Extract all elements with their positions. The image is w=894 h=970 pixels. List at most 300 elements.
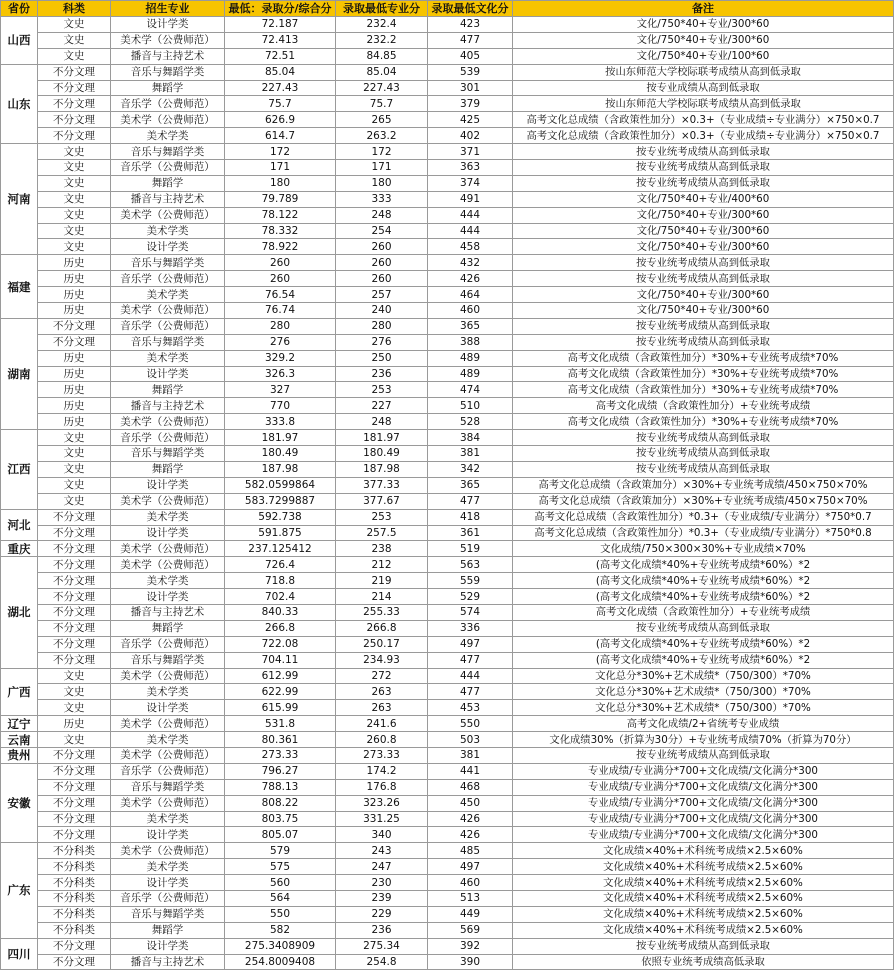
min-score-cell: 76.54: [225, 287, 336, 303]
subject-cell: 文史: [38, 191, 111, 207]
min-culture-score-cell: 426: [428, 827, 513, 843]
table-row: [1, 509, 894, 525]
min-score-cell: 805.07: [225, 827, 336, 843]
major-cell: 舞蹈学: [111, 382, 225, 398]
subject-cell: 不分文理: [38, 636, 111, 652]
major-cell: 音乐与舞蹈学类: [111, 652, 225, 668]
subject-cell: 不分科类: [38, 843, 111, 859]
note-cell: 按专业统考成绩从高到低录取: [513, 430, 894, 446]
note-cell: 专业成绩/专业满分*700+文化成绩/文化满分*300: [513, 811, 894, 827]
major-cell: 音乐学（公费师范）: [111, 890, 225, 906]
min-culture-score-cell: 444: [428, 223, 513, 239]
min-culture-score-cell: 371: [428, 144, 513, 160]
note-cell: 文化成绩30%（折算为30分）+专业统考成绩70%（折算为70分）: [513, 732, 894, 748]
note-cell: (高考文化成绩*40%+专业统考成绩*60%）*2: [513, 652, 894, 668]
min-culture-score-cell: 444: [428, 668, 513, 684]
min-score-cell: 237.125412: [225, 541, 336, 557]
major-cell: 美术学（公费师范）: [111, 493, 225, 509]
table-row: [1, 191, 894, 207]
min-culture-score-cell: 381: [428, 446, 513, 462]
min-score-cell: 579: [225, 843, 336, 859]
note-cell: 文化/750*40+专业/300*60: [513, 207, 894, 223]
min-major-score-cell: 236: [336, 366, 428, 382]
min-culture-score-cell: 563: [428, 557, 513, 573]
min-score-cell: 329.2: [225, 350, 336, 366]
table-row: [1, 446, 894, 462]
major-cell: 音乐与舞蹈学类: [111, 64, 225, 80]
note-cell: 高考文化总成绩（含政策加分）×30%+专业统考成绩/450×750×70%: [513, 477, 894, 493]
subject-cell: 不分科类: [38, 906, 111, 922]
table-row: [1, 17, 894, 33]
min-score-cell: 280: [225, 318, 336, 334]
subject-cell: 不分文理: [38, 557, 111, 573]
table-row: [1, 318, 894, 334]
min-culture-score-cell: 489: [428, 366, 513, 382]
min-major-score-cell: 263: [336, 700, 428, 716]
min-major-score-cell: 248: [336, 414, 428, 430]
min-culture-score-cell: 379: [428, 96, 513, 112]
min-score-cell: 614.7: [225, 128, 336, 144]
note-cell: 按专业统考成绩从高到低录取: [513, 255, 894, 271]
major-cell: 音乐学（公费师范）: [111, 318, 225, 334]
min-major-score-cell: 260: [336, 239, 428, 255]
major-cell: 美术学类: [111, 509, 225, 525]
table-row: [1, 223, 894, 239]
table-row: [1, 414, 894, 430]
min-score-cell: 275.3408909: [225, 938, 336, 954]
min-major-score-cell: 180.49: [336, 446, 428, 462]
min-score-cell: 171: [225, 160, 336, 176]
min-major-score-cell: 253: [336, 509, 428, 525]
major-cell: 设计学类: [111, 700, 225, 716]
major-cell: 舞蹈学: [111, 922, 225, 938]
min-score-cell: 702.4: [225, 589, 336, 605]
major-cell: 美术学类: [111, 350, 225, 366]
subject-cell: 文史: [38, 48, 111, 64]
min-score-cell: 333.8: [225, 414, 336, 430]
table-row: [1, 954, 894, 970]
min-major-score-cell: 238: [336, 541, 428, 557]
min-score-cell: 583.7299887: [225, 493, 336, 509]
subject-cell: 文史: [38, 732, 111, 748]
major-cell: 音乐学（公费师范）: [111, 271, 225, 287]
note-cell: 高考文化总成绩（含政策加分）×30%+专业统考成绩/450×750×70%: [513, 493, 894, 509]
province-cell: 湖南: [1, 318, 38, 429]
note-cell: 按专业统考成绩从高到低录取: [513, 446, 894, 462]
note-cell: (高考文化成绩*40%+专业统考成绩*60%）*2: [513, 636, 894, 652]
header-row: [1, 1, 894, 17]
note-cell: 按专业成绩从高到低录取: [513, 80, 894, 96]
major-cell: 设计学类: [111, 17, 225, 33]
min-score-cell: 180: [225, 175, 336, 191]
subject-cell: 文史: [38, 684, 111, 700]
min-major-score-cell: 331.25: [336, 811, 428, 827]
major-cell: 美术学（公费师范）: [111, 716, 225, 732]
table-row: [1, 80, 894, 96]
min-culture-score-cell: 519: [428, 541, 513, 557]
min-score-cell: 172: [225, 144, 336, 160]
min-culture-score-cell: 539: [428, 64, 513, 80]
subject-cell: 不分文理: [38, 779, 111, 795]
min-culture-score-cell: 425: [428, 112, 513, 128]
min-major-score-cell: 180: [336, 175, 428, 191]
note-cell: 高考文化总成绩（含政策性加分）×0.3+（专业成绩÷专业满分）×750×0.7: [513, 128, 894, 144]
min-major-score-cell: 323.26: [336, 795, 428, 811]
min-score-cell: 78.332: [225, 223, 336, 239]
subject-cell: 文史: [38, 32, 111, 48]
major-cell: 舞蹈学: [111, 80, 225, 96]
min-major-score-cell: 236: [336, 922, 428, 938]
min-score-cell: 626.9: [225, 112, 336, 128]
min-score-cell: 796.27: [225, 763, 336, 779]
table-row: [1, 779, 894, 795]
min-culture-score-cell: 418: [428, 509, 513, 525]
province-cell: 河北: [1, 509, 38, 541]
min-major-score-cell: 255.33: [336, 604, 428, 620]
min-culture-score-cell: 363: [428, 160, 513, 176]
table-row: [1, 827, 894, 843]
subject-cell: 文史: [38, 493, 111, 509]
major-cell: 美术学（公费师范）: [111, 795, 225, 811]
min-score-cell: 327: [225, 382, 336, 398]
subject-cell: 不分文理: [38, 747, 111, 763]
min-major-score-cell: 280: [336, 318, 428, 334]
subject-cell: 不分文理: [38, 795, 111, 811]
column-header: 科类: [38, 1, 111, 17]
note-cell: 文化成绩×40%+术科统考成绩×2.5×60%: [513, 859, 894, 875]
subject-cell: 不分文理: [38, 827, 111, 843]
note-cell: 专业成绩/专业满分*700+文化成绩/文化满分*300: [513, 827, 894, 843]
min-major-score-cell: 248: [336, 207, 428, 223]
table-row: [1, 303, 894, 319]
major-cell: 美术学类: [111, 732, 225, 748]
table-row: [1, 525, 894, 541]
table-row: [1, 557, 894, 573]
subject-cell: 不分文理: [38, 541, 111, 557]
table-row: [1, 366, 894, 382]
major-cell: 播音与主持艺术: [111, 191, 225, 207]
subject-cell: 文史: [38, 430, 111, 446]
table-row: [1, 493, 894, 509]
major-cell: 设计学类: [111, 827, 225, 843]
min-score-cell: 76.74: [225, 303, 336, 319]
min-major-score-cell: 241.6: [336, 716, 428, 732]
min-score-cell: 582: [225, 922, 336, 938]
min-culture-score-cell: 464: [428, 287, 513, 303]
table-row: [1, 255, 894, 271]
note-cell: 文化总分*30%+艺术成绩*（750/300）*70%: [513, 700, 894, 716]
min-culture-score-cell: 569: [428, 922, 513, 938]
province-cell: 贵州: [1, 747, 38, 763]
min-major-score-cell: 232.4: [336, 17, 428, 33]
min-culture-score-cell: 460: [428, 875, 513, 891]
note-cell: 文化成绩×40%+术科统考成绩×2.5×60%: [513, 890, 894, 906]
min-culture-score-cell: 342: [428, 461, 513, 477]
note-cell: 文化总分*30%+艺术成绩*（750/300）*70%: [513, 684, 894, 700]
min-major-score-cell: 273.33: [336, 747, 428, 763]
min-major-score-cell: 377.33: [336, 477, 428, 493]
table-row: [1, 700, 894, 716]
major-cell: 设计学类: [111, 875, 225, 891]
min-major-score-cell: 260.8: [336, 732, 428, 748]
note-cell: 按山东师范大学校际联考成绩从高到低录取: [513, 96, 894, 112]
table-row: [1, 906, 894, 922]
min-score-cell: 615.99: [225, 700, 336, 716]
table-row: [1, 684, 894, 700]
min-score-cell: 622.99: [225, 684, 336, 700]
min-score-cell: 266.8: [225, 620, 336, 636]
table-row: [1, 573, 894, 589]
min-culture-score-cell: 392: [428, 938, 513, 954]
min-major-score-cell: 219: [336, 573, 428, 589]
column-header: 录取最低文化分: [428, 1, 513, 17]
min-score-cell: 187.98: [225, 461, 336, 477]
min-score-cell: 254.8009408: [225, 954, 336, 970]
table-row: [1, 239, 894, 255]
column-header: 录取最低专业分: [336, 1, 428, 17]
min-score-cell: 75.7: [225, 96, 336, 112]
min-score-cell: 80.361: [225, 732, 336, 748]
subject-cell: 不分科类: [38, 859, 111, 875]
major-cell: 美术学（公费师范）: [111, 668, 225, 684]
table-row: [1, 334, 894, 350]
major-cell: 美术学类: [111, 684, 225, 700]
subject-cell: 历史: [38, 350, 111, 366]
min-major-score-cell: 250: [336, 350, 428, 366]
note-cell: 高考文化成绩（含政策性加分）*30%+专业统考成绩*70%: [513, 350, 894, 366]
province-cell: 广西: [1, 668, 38, 716]
major-cell: 音乐与舞蹈学类: [111, 446, 225, 462]
note-cell: 文化成绩×40%+术科统考成绩×2.5×60%: [513, 843, 894, 859]
min-major-score-cell: 172: [336, 144, 428, 160]
table-body: [1, 17, 894, 970]
note-cell: 文化/750*40+专业/300*60: [513, 287, 894, 303]
min-culture-score-cell: 390: [428, 954, 513, 970]
note-cell: 文化/750*40+专业/300*60: [513, 303, 894, 319]
subject-cell: 文史: [38, 144, 111, 160]
min-culture-score-cell: 388: [428, 334, 513, 350]
min-culture-score-cell: 301: [428, 80, 513, 96]
major-cell: 播音与主持艺术: [111, 954, 225, 970]
min-score-cell: 79.789: [225, 191, 336, 207]
province-cell: 江西: [1, 430, 38, 509]
province-cell: 福建: [1, 255, 38, 319]
subject-cell: 不分文理: [38, 938, 111, 954]
min-score-cell: 770: [225, 398, 336, 414]
subject-cell: 不分文理: [38, 509, 111, 525]
min-score-cell: 803.75: [225, 811, 336, 827]
major-cell: 音乐与舞蹈学类: [111, 906, 225, 922]
min-score-cell: 531.8: [225, 716, 336, 732]
table-row: [1, 207, 894, 223]
min-score-cell: 78.922: [225, 239, 336, 255]
min-culture-score-cell: 458: [428, 239, 513, 255]
subject-cell: 不分文理: [38, 318, 111, 334]
major-cell: 音乐与舞蹈学类: [111, 144, 225, 160]
table-row: [1, 875, 894, 891]
province-cell: 山东: [1, 64, 38, 143]
table-row: [1, 461, 894, 477]
subject-cell: 不分文理: [38, 573, 111, 589]
min-score-cell: 260: [225, 255, 336, 271]
note-cell: 按专业统考成绩从高到低录取: [513, 461, 894, 477]
note-cell: 按专业统考成绩从高到低录取: [513, 271, 894, 287]
major-cell: 音乐与舞蹈学类: [111, 779, 225, 795]
note-cell: 高考文化总成绩（含政策性加分）×0.3+（专业成绩÷专业满分）×750×0.7: [513, 112, 894, 128]
min-major-score-cell: 181.97: [336, 430, 428, 446]
min-culture-score-cell: 477: [428, 493, 513, 509]
subject-cell: 不分文理: [38, 763, 111, 779]
min-culture-score-cell: 510: [428, 398, 513, 414]
major-cell: 美术学（公费师范）: [111, 747, 225, 763]
min-major-score-cell: 333: [336, 191, 428, 207]
table-row: [1, 175, 894, 191]
table-row: [1, 620, 894, 636]
column-header: 省份: [1, 1, 38, 17]
min-score-cell: 85.04: [225, 64, 336, 80]
min-score-cell: 560: [225, 875, 336, 891]
min-culture-score-cell: 497: [428, 859, 513, 875]
min-culture-score-cell: 468: [428, 779, 513, 795]
min-score-cell: 718.8: [225, 573, 336, 589]
subject-cell: 文史: [38, 223, 111, 239]
min-culture-score-cell: 384: [428, 430, 513, 446]
min-culture-score-cell: 529: [428, 589, 513, 605]
min-culture-score-cell: 450: [428, 795, 513, 811]
table-row: [1, 843, 894, 859]
subject-cell: 不分文理: [38, 589, 111, 605]
min-major-score-cell: 275.34: [336, 938, 428, 954]
subject-cell: 历史: [38, 271, 111, 287]
subject-cell: 文史: [38, 446, 111, 462]
note-cell: 高考文化成绩（含政策性加分）+专业统考成绩: [513, 398, 894, 414]
min-score-cell: 582.0599864: [225, 477, 336, 493]
table-row: [1, 382, 894, 398]
min-major-score-cell: 276: [336, 334, 428, 350]
min-culture-score-cell: 485: [428, 843, 513, 859]
major-cell: 设计学类: [111, 366, 225, 382]
note-cell: 专业成绩/专业满分*700+文化成绩/文化满分*300: [513, 763, 894, 779]
major-cell: 美术学（公费师范）: [111, 32, 225, 48]
major-cell: 设计学类: [111, 477, 225, 493]
note-cell: (高考文化成绩*40%+专业统考成绩*60%）*2: [513, 573, 894, 589]
subject-cell: 不分科类: [38, 922, 111, 938]
min-major-score-cell: 240: [336, 303, 428, 319]
table-row: [1, 763, 894, 779]
min-culture-score-cell: 477: [428, 32, 513, 48]
min-major-score-cell: 257.5: [336, 525, 428, 541]
min-major-score-cell: 212: [336, 557, 428, 573]
min-score-cell: 550: [225, 906, 336, 922]
min-culture-score-cell: 453: [428, 700, 513, 716]
min-major-score-cell: 227: [336, 398, 428, 414]
major-cell: 美术学（公费师范）: [111, 414, 225, 430]
subject-cell: 不分文理: [38, 112, 111, 128]
table-row: [1, 636, 894, 652]
major-cell: 美术学类: [111, 223, 225, 239]
min-major-score-cell: 227.43: [336, 80, 428, 96]
table-row: [1, 747, 894, 763]
subject-cell: 历史: [38, 255, 111, 271]
table-row: [1, 398, 894, 414]
min-culture-score-cell: 365: [428, 318, 513, 334]
table-row: [1, 541, 894, 557]
min-culture-score-cell: 426: [428, 271, 513, 287]
subject-cell: 文史: [38, 175, 111, 191]
min-culture-score-cell: 361: [428, 525, 513, 541]
min-major-score-cell: 266.8: [336, 620, 428, 636]
note-cell: 高考文化成绩（含政策性加分）+专业统考成绩: [513, 604, 894, 620]
min-culture-score-cell: 477: [428, 684, 513, 700]
min-score-cell: 591.875: [225, 525, 336, 541]
major-cell: 美术学类: [111, 128, 225, 144]
min-major-score-cell: 75.7: [336, 96, 428, 112]
note-cell: 按山东师范大学校际联考成绩从高到低录取: [513, 64, 894, 80]
min-score-cell: 273.33: [225, 747, 336, 763]
subject-cell: 文史: [38, 160, 111, 176]
min-major-score-cell: 272: [336, 668, 428, 684]
min-culture-score-cell: 365: [428, 477, 513, 493]
min-culture-score-cell: 503: [428, 732, 513, 748]
subject-cell: 历史: [38, 716, 111, 732]
note-cell: 文化成绩×40%+术科统考成绩×2.5×60%: [513, 875, 894, 891]
min-major-score-cell: 84.85: [336, 48, 428, 64]
note-cell: 文化成绩×40%+术科统考成绩×2.5×60%: [513, 922, 894, 938]
min-culture-score-cell: 426: [428, 811, 513, 827]
table-row: [1, 144, 894, 160]
min-culture-score-cell: 441: [428, 763, 513, 779]
table-header: [1, 1, 894, 17]
min-score-cell: 808.22: [225, 795, 336, 811]
note-cell: (高考文化成绩*40%+专业统考成绩*60%）*2: [513, 589, 894, 605]
min-score-cell: 78.122: [225, 207, 336, 223]
major-cell: 设计学类: [111, 525, 225, 541]
note-cell: 专业成绩/专业满分*700+文化成绩/文化满分*300: [513, 779, 894, 795]
min-score-cell: 592.738: [225, 509, 336, 525]
subject-cell: 不分文理: [38, 96, 111, 112]
subject-cell: 历史: [38, 414, 111, 430]
province-cell: 山西: [1, 17, 38, 65]
min-score-cell: 72.413: [225, 32, 336, 48]
min-culture-score-cell: 374: [428, 175, 513, 191]
min-major-score-cell: 263.2: [336, 128, 428, 144]
min-score-cell: 575: [225, 859, 336, 875]
major-cell: 美术学类: [111, 287, 225, 303]
table-row: [1, 811, 894, 827]
major-cell: 美术学（公费师范）: [111, 112, 225, 128]
note-cell: 按专业统考成绩从高到低录取: [513, 144, 894, 160]
note-cell: 文化成绩/750×300×30%+专业成绩×70%: [513, 541, 894, 557]
table-row: [1, 922, 894, 938]
note-cell: 高考文化成绩（含政策性加分）*30%+专业统考成绩*70%: [513, 414, 894, 430]
min-major-score-cell: 263: [336, 684, 428, 700]
min-culture-score-cell: 477: [428, 652, 513, 668]
major-cell: 美术学（公费师范）: [111, 207, 225, 223]
note-cell: 文化总分*30%+艺术成绩*（750/300）*70%: [513, 668, 894, 684]
min-culture-score-cell: 432: [428, 255, 513, 271]
table-row: [1, 668, 894, 684]
table-row: [1, 48, 894, 64]
major-cell: 播音与主持艺术: [111, 604, 225, 620]
major-cell: 设计学类: [111, 938, 225, 954]
major-cell: 美术学（公费师范）: [111, 541, 225, 557]
min-score-cell: 726.4: [225, 557, 336, 573]
subject-cell: 历史: [38, 382, 111, 398]
subject-cell: 不分文理: [38, 620, 111, 636]
table-row: [1, 859, 894, 875]
subject-cell: 历史: [38, 398, 111, 414]
note-cell: 文化成绩×40%+术科统考成绩×2.5×60%: [513, 906, 894, 922]
